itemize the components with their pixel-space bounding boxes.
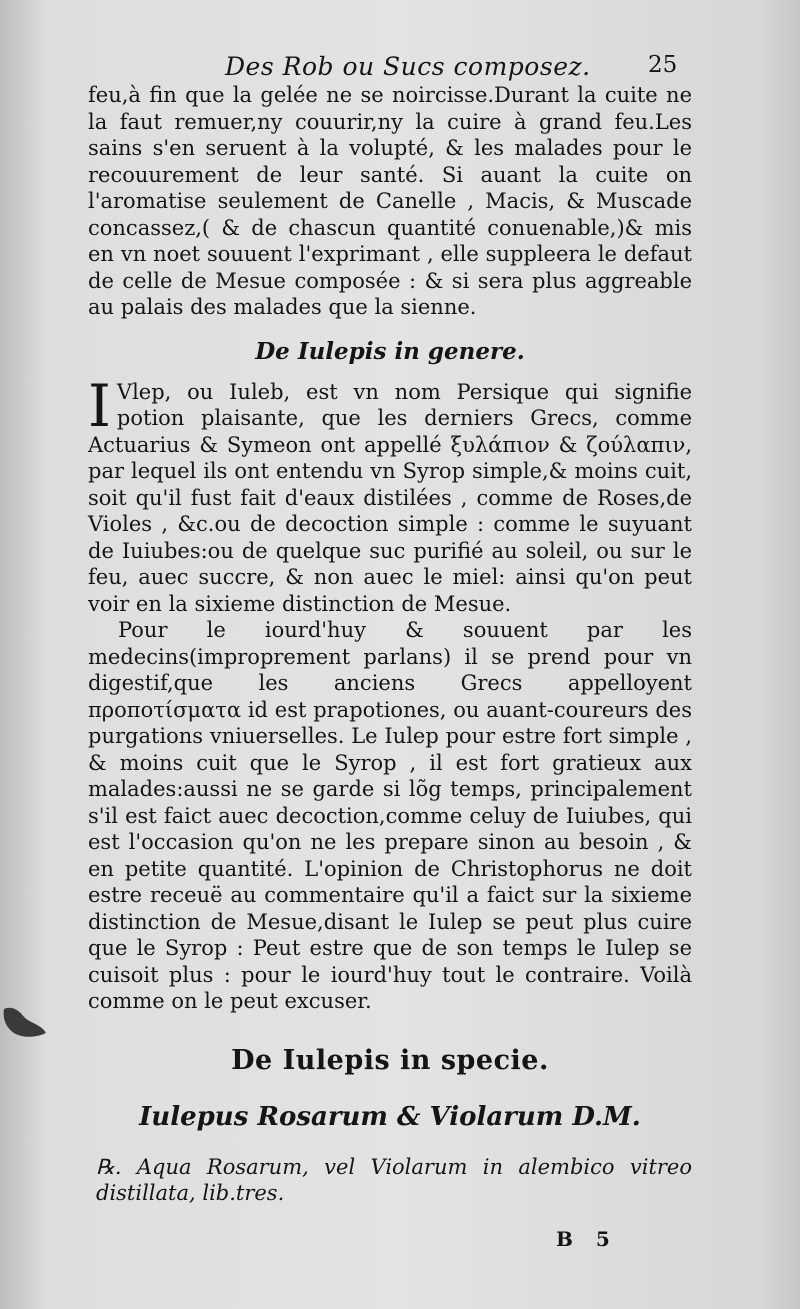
page-number: 25: [648, 52, 678, 78]
section-heading-specie: De Iulepis in specie.: [231, 1044, 549, 1076]
paragraph-iulep-text: Vlep, ou Iuleb, est vn nom Persique qui signifie potion plaisante, que les derniers Grecs, comme Actuarius & Symeon ont appellé ξυλάπιον & ζούλαπιν, par lequel ils ont entendu vn Syrop simple,& moins cuit, soit qu'il fust fait d'eaux distilées , comme de Roses,de Violes , &c.ou de decoction simple : comme le suyuant de Iuiubes:ou de quelque suc purifié au soleil, ou sur le feu, auec succre, & non auec le miel: ainsi qu'on peut voir en la sixieme distinction de Mesue.: [88, 379, 692, 616]
running-title: Des Rob ou Sucs composez.: [225, 52, 591, 81]
drop-capital: I: [88, 371, 111, 440]
body-text: [88, 82, 692, 1207]
recipe-line: ℞. Aqua Rosarum, vel Violarum in alembico vitreo distillata, lib.tres.: [96, 1154, 692, 1205]
paragraph-iulep-usage: Pour le iourd'huy & souuent par les medecins(improprement parlans) il se prend pour vn digestif,que les anciens Grecs appelloyent προποτίσματα id est prapotiones, ou auant-coureurs des purgations vniuerselles. Le Iulep pour estre fort simple , & moins cuit que le Syrop , il est fort gratieux aux malades:aussi ne se garde si lõg temps, principalement s'il est faict auec decoction,comme celuy de Iuiubes, qui est l'occasion qu'on ne les prepare sinon au besoin , & en petite quantité. L'opinion de Christophorus ne doit estre receuë au commentaire qu'il a faict sur la sixieme distinction de Mesue,disant le Iulep se peut plus cuire que le Syrop : Peut estre que de son temps le Iulep se cuisoit plus : pour le iourd'huy tout le contraire. Voilà comme on le peut excuser.: [88, 618, 692, 1013]
ink-blot-mark: [2, 1003, 48, 1043]
recipe-title: Iulepus Rosarum & Violarum D.M.: [139, 1101, 641, 1132]
paragraph-iulep-definition: [88, 371, 692, 618]
page-header: [0, 50, 800, 86]
paragraph-continuation: feu,à fin que la gelée ne se noircisse.Durant la cuite ne la faut remuer,ny couurir,ny la cuire à grand feu.Les sains s'en seruent à la volupté, & les malades pour le recouurement de leur santé. Si auant la cuite on l'aromatise seulement de Canelle , Macis, & Muscade concassez,( & de chascun quantité conuenable,)& mis en vn noet souuent l'exprimant , elle suppleera le defaut de celle de Mesue composée : & si sera plus aggreable au palais des malades que la sienne.: [88, 83, 692, 319]
signature-mark: B 5: [556, 1227, 618, 1251]
section-heading-genere: De Iulepis in genere.: [255, 337, 525, 365]
